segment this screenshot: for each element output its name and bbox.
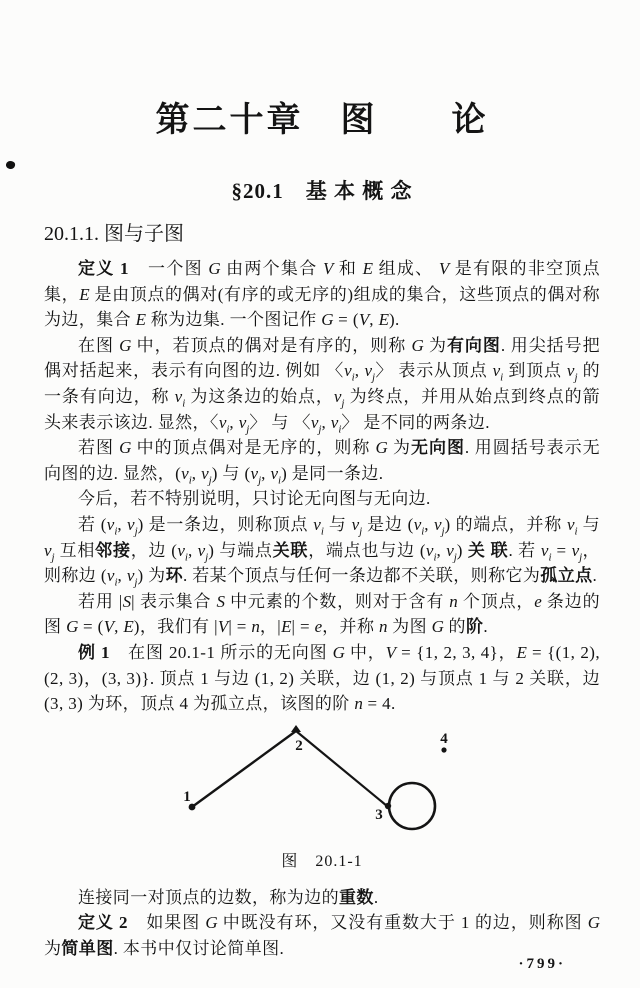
ink-blot-artifact <box>5 160 16 170</box>
paragraph: 连接同一对顶点的边数，称为边的重数. <box>78 887 379 907</box>
subsection-title: 20.1.1. 图与子图 <box>44 223 184 245</box>
paragraph: 今后，若不特别说明，只讨论无向图与无向边. <box>78 489 431 509</box>
section-title: §20.1 基 本 概 念 <box>231 179 413 203</box>
graph-loop-3-3 <box>389 783 435 829</box>
paragraph: 若图 G 中的顶点偶对是无序的，则称 G 为无向图. 用圆括号表示无向图的边. 显然，($v_i$, $v_j$) 与 ($v_j$, $v_i$) 是同一条边. <box>44 438 601 487</box>
graph-edge-2-3 <box>296 731 387 806</box>
graph-vertex-dot-2 <box>291 725 301 732</box>
paragraph: 定义 1 一个图 G 由两个集合 V 和 E 组成、 V 是有限的非空顶点集，E 是由顶点的偶对(有序的或无序的)组成的集合，这些顶点的偶对称为边，集合 E 称为边集. 一个图记作 G = (V, E). <box>44 259 601 330</box>
graph-vertex-dot-3 <box>385 802 391 808</box>
paragraph: 若 ($v_i$, $v_j$) 是一条边，则称顶点 $v_i$ 与 $v_j$ 是边 ($v_i$, $v_j$) 的端点，并称 $v_i$ 与 $v_j$ 互相邻接，边 ($v_i$, $v_j$) 与端点关联，端点也与边 ($v_i$, $v_j$) 关 联. 若 $v_i = v_j$，则称边 ($v_i$, $v_j$) 为环. 若某个顶点与任何一条边都不关联，则称它为孤立点. <box>44 514 600 589</box>
graph-drawing <box>44 719 600 841</box>
graph-vertex-label-1: 1 <box>183 788 191 805</box>
figure-caption: 图 20.1-1 <box>281 852 363 870</box>
graph-vertex-label-2: 2 <box>295 737 303 754</box>
paragraph: 若用 |S| 表示集合 S 中元素的个数，则对于含有 n 个顶点，e 条边的图 G = (V, E)，我们有 |V| = n，|E| = e，并称 n 为图 G 的阶. <box>44 591 601 637</box>
body-paragraphs-bottom <box>44 885 600 962</box>
page-number: ·799· <box>518 956 566 972</box>
chapter-title: 第二十章 图 论 <box>155 102 489 139</box>
paragraph: 例 1 在图 20.1-1 所示的无向图 G 中，V = {1, 2, 3, 4}，E = {(1, 2), (2, 3)，(3, 3)}. 顶点 1 与边 (1, 2) 关联，边 (1, 2) 与顶点 1 与 2 关联，边 (3, 3) 为环，顶点 4 为孤立点，该图的阶 n = 4. <box>44 642 600 714</box>
graph-vertex-dot-4 <box>441 747 446 752</box>
graph-edge-1-2 <box>192 731 296 807</box>
graph-vertex-label-3: 3 <box>375 806 383 823</box>
paragraph: 在图 G 中，若顶点的偶对是有序的，则称 G 为有向图. 用尖括号把偶对括起来，表示有向图的边. 例如 〈$v_i$, $v_j$〉 表示从顶点 $v_i$ 到顶点 $v_j$ 的一条有向边，称 $v_i$ 为这条边的始点，$v_j$ 为终点，并用从始点到终点的箭头来表示该边. 显然，〈$v_i$, $v_j$〉 与 〈$v_j$, $v_i$〉 是不同的两条边. <box>44 335 601 435</box>
page-content <box>44 0 600 961</box>
graph-vertex-label-4: 4 <box>440 730 448 747</box>
paragraph: 定义 2 如果图 G 中既没有环，又没有重数大于 1 的边，则称图 G 为简单图. 本书中仅讨论简单图. <box>44 913 600 958</box>
figure-20-1-1 <box>44 719 600 871</box>
body-paragraphs-top <box>44 256 600 717</box>
